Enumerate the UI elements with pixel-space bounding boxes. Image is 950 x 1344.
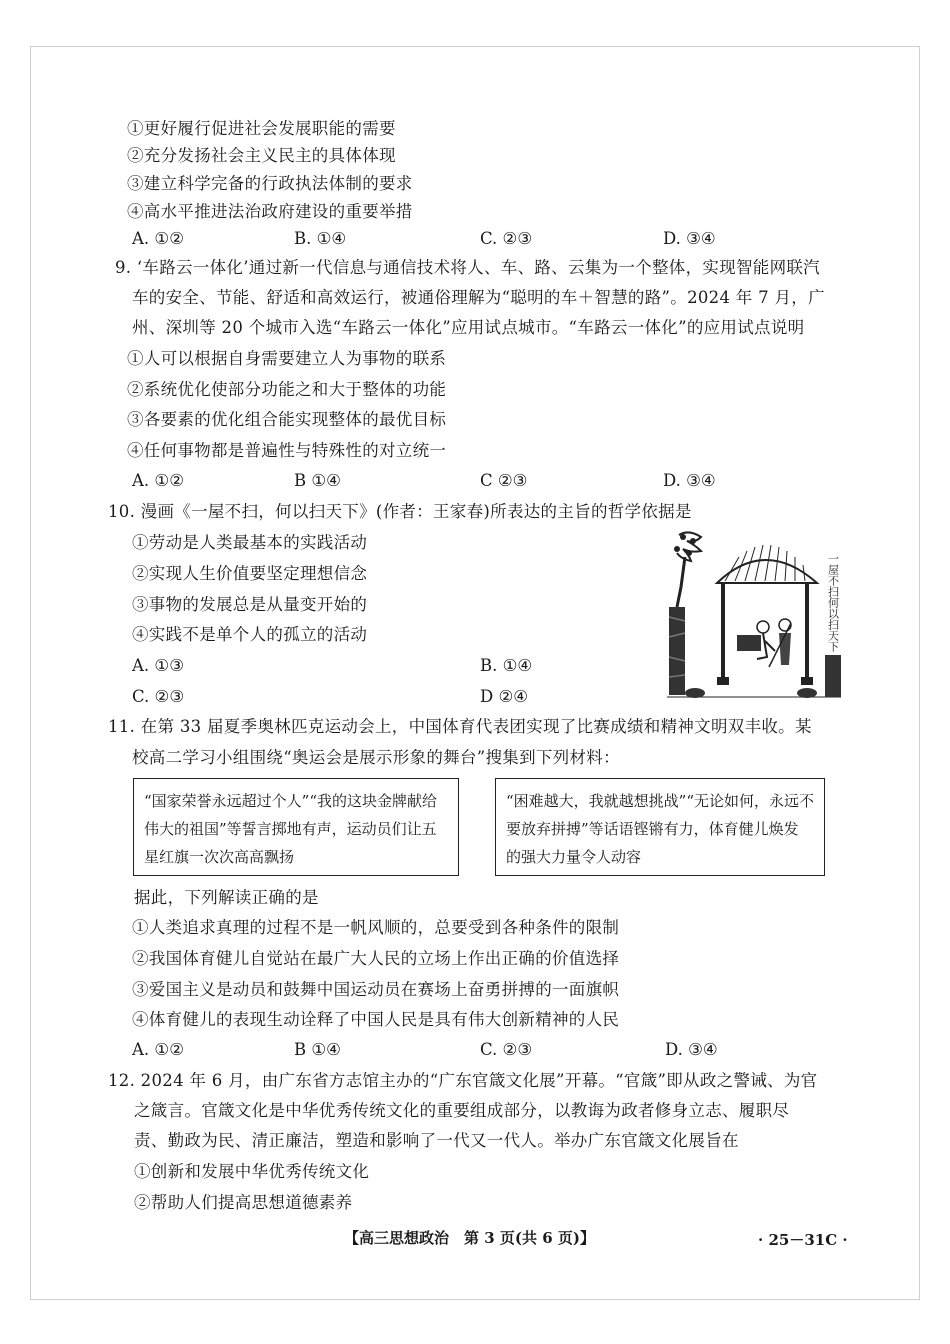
q12-stem-line-2: 之箴言。官箴文化是中华优秀传统文化的重要组成部分，以教诲为政者修身立志、履职尽	[134, 1101, 790, 1120]
q11-box-left-line-1: “国家荣誉永远超过个人”“我的这块金牌献给	[144, 792, 438, 810]
q10-option-a: A. ①③	[132, 656, 184, 675]
q11-option-a: A. ①②	[132, 1040, 184, 1059]
q11-option-c: C. ②③	[480, 1040, 533, 1059]
q8-item-2: ②充分发扬社会主义民主的具体体现	[127, 146, 396, 165]
q11-box-right-line-3: 的强大力量令人动容	[506, 848, 642, 866]
q10-stem: 10. 漫画《一屋不扫，何以扫天下》(作者：王家春)所表达的主旨的哲学依据是	[108, 502, 692, 521]
q11-material-box-left	[133, 778, 459, 876]
q10-option-d: D ②④	[480, 687, 529, 706]
q11-option-b: B ①④	[294, 1040, 341, 1059]
q8-option-a: A. ①②	[132, 229, 184, 248]
q9-stem-line-2: 车的安全、节能、舒适和高效运行，被通俗理解为“聪明的车＋智慧的路”。2024 年 7 月，广	[132, 288, 825, 307]
q9-option-c: C ②③	[480, 471, 528, 490]
q10-item-4: ④实践不是单个人的孤立的活动	[132, 625, 368, 644]
q11-box-right-line-1: “困难越大，我就越想挑战”“无论如何，永远不	[506, 792, 815, 810]
q11-box-right-line-2: 要放弃拼搏”等话语铿锵有力，体育健儿焕发	[506, 820, 799, 838]
cartoon-illustration	[665, 527, 843, 707]
q11-box-left-line-3: 星红旗一次次高高飘扬	[144, 848, 295, 866]
q11-item-1: ①人类追求真理的过程不是一帆风顺的，总要受到各种条件的限制	[132, 918, 620, 937]
q11-item-4: ④体育健儿的表现生动诠释了中国人民是具有伟大创新精神的人民	[132, 1010, 620, 1029]
q8-option-d: D. ③④	[663, 229, 716, 248]
q11-lead: 据此，下列解读正确的是	[134, 888, 319, 907]
q11-item-2: ②我国体育健儿自觉站在最广大人民的立场上作出正确的价值选择	[132, 949, 620, 968]
q12-item-1: ①创新和发展中华优秀传统文化	[134, 1162, 370, 1181]
q10-item-2: ②实现人生价值要坚定理想信念	[132, 564, 368, 583]
q12-stem-line-3: 责、勤政为民、清正廉洁，塑造和影响了一代又一代人。举办广东官箴文化展旨在	[134, 1131, 739, 1150]
cartoon-caption: 一屋不扫何以扫天下	[826, 553, 840, 652]
exam-code: · 25－31C ·	[758, 1231, 848, 1249]
q9-option-a: A. ①②	[132, 471, 184, 490]
q9-item-1: ①人可以根据自身需要建立人为事物的联系	[127, 349, 447, 368]
q12-stem-line-1: 12. 2024 年 6 月，由广东省方志馆主办的“广东官箴文化展”开幕。“官箴”即从政之警诫、为官	[108, 1071, 818, 1090]
q9-stem-line-3: 州、深圳等 20 个城市入选“车路云一体化”应用试点城市。“车路云一体化”的应用试点说明	[132, 318, 805, 337]
q11-option-d: D. ③④	[665, 1040, 718, 1059]
page-footer: 【高三思想政治 第 3 页(共 6 页)】	[344, 1229, 595, 1247]
q11-stem-line-1: 11. 在第 33 届夏季奥林匹克运动会上，中国体育代表团实现了比赛成绩和精神文明双丰收。某	[108, 717, 812, 736]
q8-item-4: ④高水平推进法治政府建设的重要举措	[127, 202, 413, 221]
q10-option-b: B. ①④	[480, 656, 533, 675]
q9-option-d: D. ③④	[663, 471, 716, 490]
q11-box-left-line-2: 伟大的祖国”等誓言掷地有声，运动员们让五	[144, 820, 437, 838]
q11-item-3: ③爱国主义是动员和鼓舞中国运动员在赛场上奋勇拼搏的一面旗帜	[132, 980, 620, 999]
q10-option-c: C. ②③	[132, 687, 185, 706]
q8-option-c: C. ②③	[480, 229, 533, 248]
q9-option-b: B ①④	[294, 471, 341, 490]
q9-item-4: ④任何事物都是普遍性与特殊性的对立统一	[127, 441, 447, 460]
q9-item-2: ②系统优化使部分功能之和大于整体的功能	[127, 380, 447, 399]
q10-item-1: ①劳动是人类最基本的实践活动	[132, 533, 368, 552]
q11-material-box-right	[495, 778, 825, 876]
q9-item-3: ③各要素的优化组合能实现整体的最优目标	[127, 410, 447, 429]
q9-stem-line-1: 9. ‘车路云一体化’通过新一代信息与通信技术将人、车、路、云集为一个整体，实现智能网联汽	[115, 258, 820, 277]
q8-item-1: ①更好履行促进社会发展职能的需要	[127, 119, 396, 138]
q12-item-2: ②帮助人们提高思想道德素养	[134, 1193, 353, 1212]
q8-option-b: B. ①④	[294, 229, 347, 248]
q11-stem-line-2: 校高二学习小组围绕“奥运会是展示形象的舞台”搜集到下列材料：	[132, 748, 620, 767]
q8-item-3: ③建立科学完备的行政执法体制的要求	[127, 174, 413, 193]
q10-item-3: ③事物的发展总是从量变开始的	[132, 595, 368, 614]
